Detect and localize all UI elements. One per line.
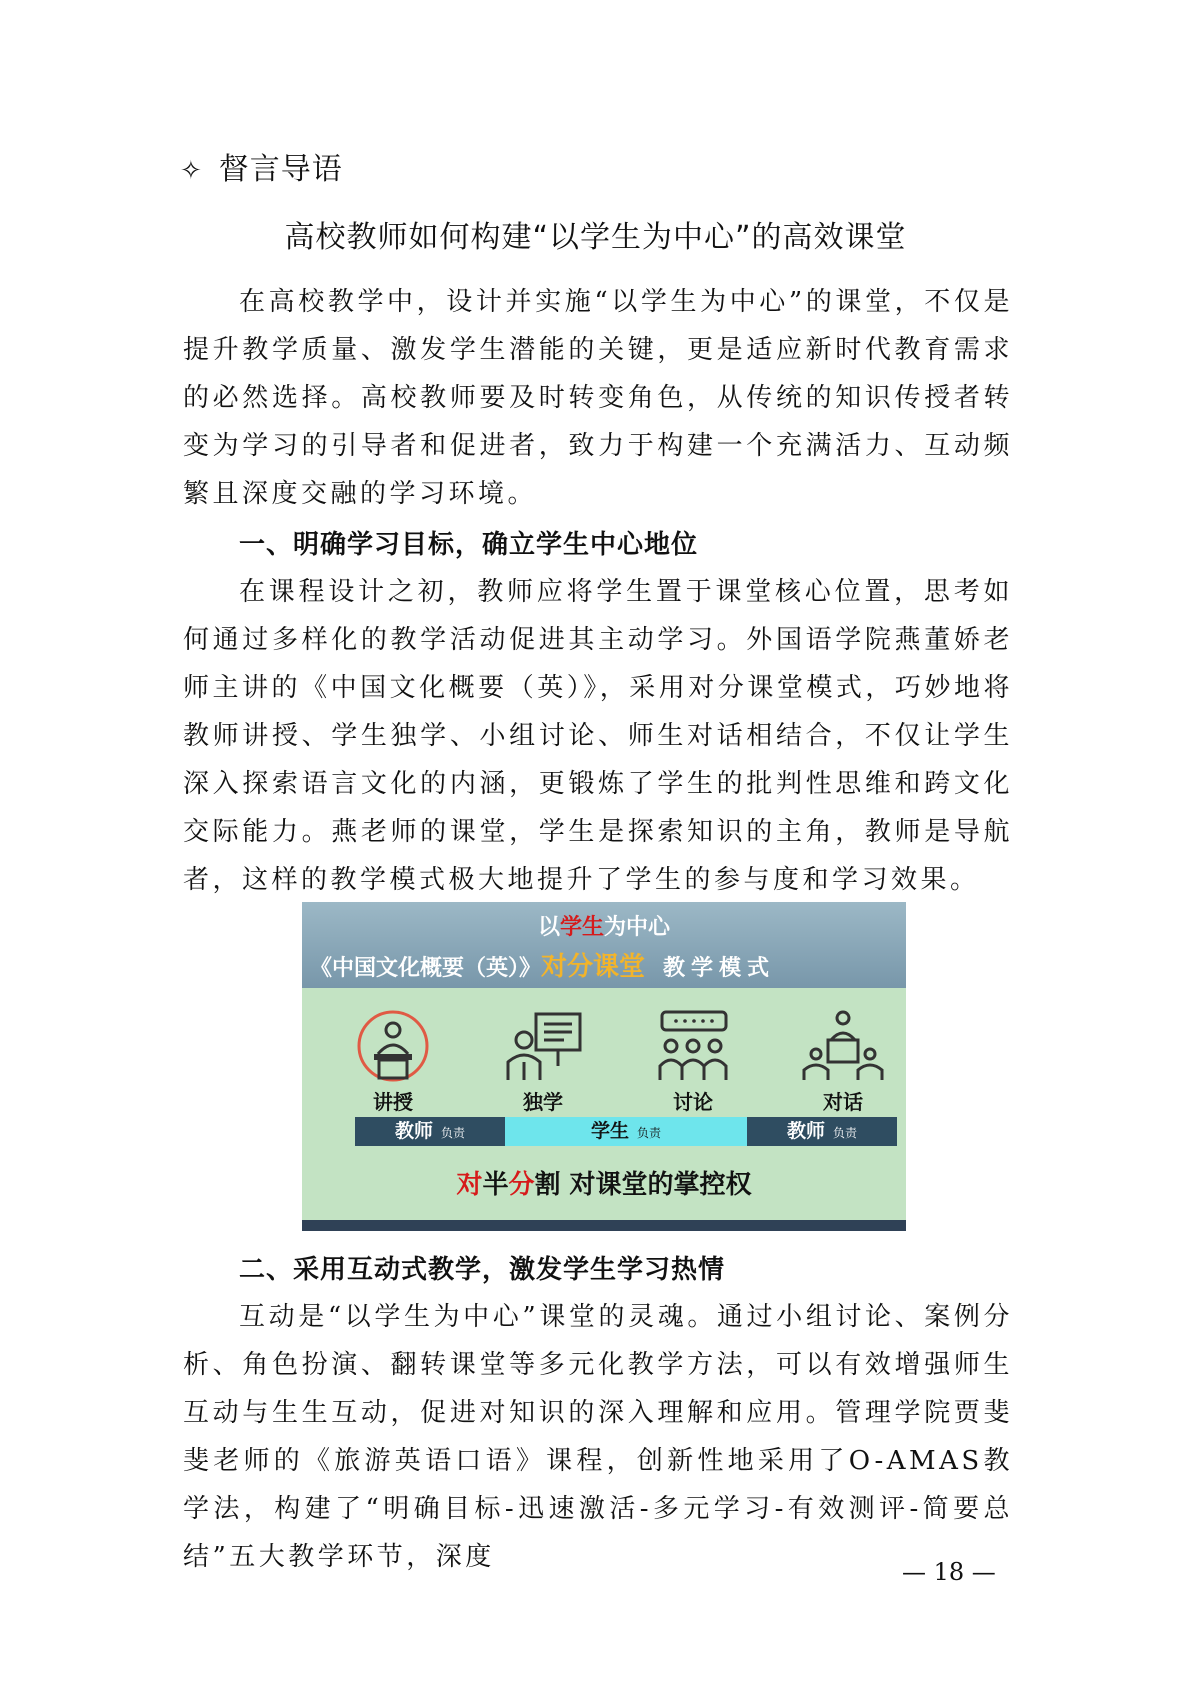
step-label: 讲授 xyxy=(373,1090,413,1114)
infographic-footer-strip xyxy=(302,1220,906,1231)
step-label: 独学 xyxy=(523,1090,563,1114)
group-discussion-icon xyxy=(648,1010,738,1086)
page-number: — 18 — xyxy=(902,1558,996,1586)
classroom-model-infographic xyxy=(302,902,906,1231)
self-study-board-icon xyxy=(498,1010,588,1086)
teacher-responsibility-bar: 教师 负责 xyxy=(355,1117,505,1146)
body-paragraph-1: 在课程设计之初，教师应将学生置于课堂核心位置，思考如何通过多样化的教学活动促进其主动学习。外国语学院燕董娇老师主讲的《中国文化概要（英）》，采用对分课堂模式，巧妙地将教师讲授、学生独学、小组讨论、师生对话相结合，不仅让学生深入探索语言文化的内涵，更锻炼了学生的批判性思维和跨文化交际能力。燕老师的课堂，学生是探索知识的主角，教师是导航者，这样的教学模式极大地提升了学生的参与度和学习效果。 xyxy=(183,577,1013,895)
step-label: 对话 xyxy=(823,1090,863,1114)
infographic-slogan: 对半分割 对课堂的掌控权 xyxy=(456,1170,752,1200)
article-title: 高校教师如何构建“以学生为中心”的高效课堂 xyxy=(284,220,907,255)
sparkle-icon: ✧ xyxy=(180,156,203,186)
section-heading-1: 一、明确学习目标，确立学生中心地位 xyxy=(239,530,699,560)
intro-paragraph: 在高校教学中，设计并实施“以学生为中心”的课堂，不仅是提升教学质量、激发学生潜能的关键，更是适应新时代教育需求的必然选择。高校教师要及时转变角色，从传统的知识传授者转变为学习的引导者和促进者，致力于构建一个充满活力、互动频繁且深度交融的学习环境。 xyxy=(183,287,1013,509)
section-header xyxy=(180,150,343,191)
lecture-podium-icon xyxy=(348,1010,438,1086)
section-header-label: 督言导语 xyxy=(218,152,343,187)
teacher-responsibility-bar: 教师 负责 xyxy=(747,1117,897,1146)
step-label: 讨论 xyxy=(673,1090,713,1114)
body-paragraph-2: 互动是“以学生为中心”课堂的灵魂。通过小组讨论、案例分析、角色扮演、翻转课堂等多元化教学方法，可以有效增强师生互动与生生互动，促进对知识的深入理解和应用。管理学院贾斐斐老师的《旅游英语口语》课程，创新性地采用了O-AMAS教学法，构建了“明确目标-迅速激活-多元学习-有效测评-简要总结”五大教学环节，深度 xyxy=(183,1302,1013,1572)
infographic-title-line1: 以学生为中心 xyxy=(537,915,671,940)
student-responsibility-bar: 学生 负责 xyxy=(505,1117,747,1146)
dialogue-podium-icon xyxy=(798,1010,888,1086)
infographic-title-line2: 《中国文化概要（英）》对分课堂 教学模式 xyxy=(310,952,776,982)
section-heading-2: 二、采用互动式教学，激发学生学习热情 xyxy=(239,1255,726,1285)
